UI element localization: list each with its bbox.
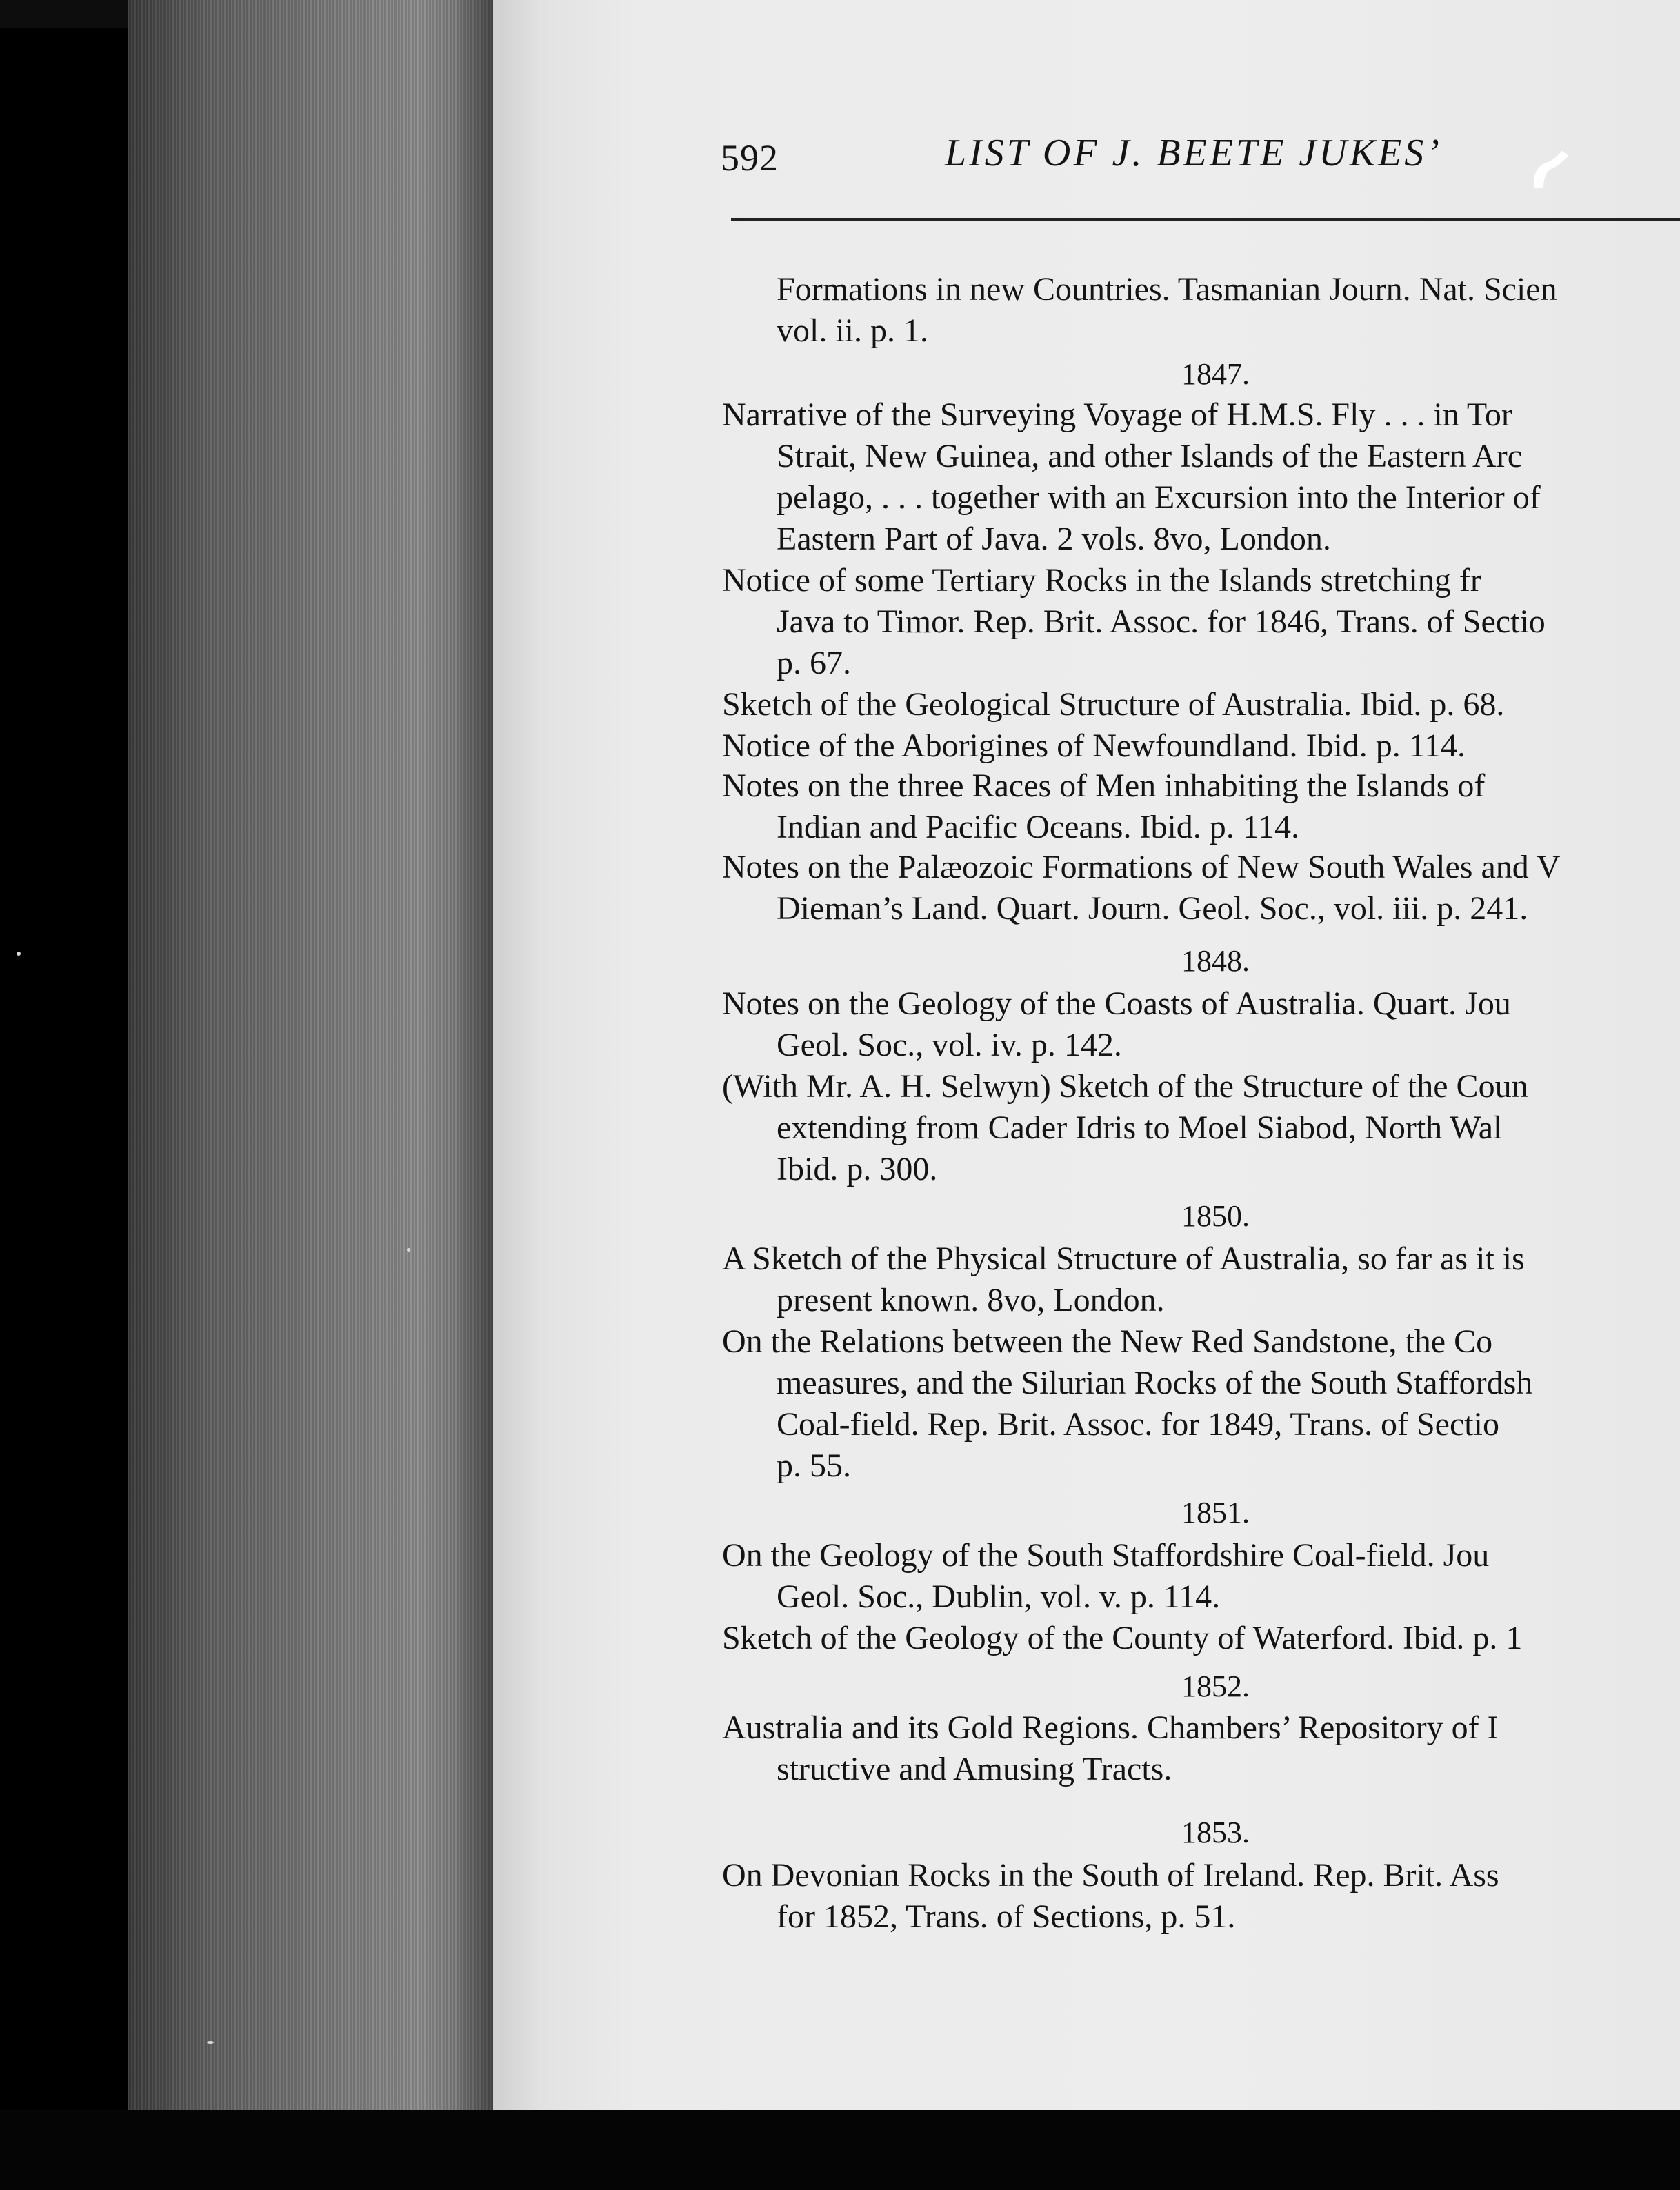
- bibliography-line: On the Relations between the New Red Sandstone, the Co: [722, 1323, 1493, 1360]
- bibliography-line: structive and Amusing Tracts.: [777, 1751, 1172, 1787]
- year-heading: 1853.: [1181, 1816, 1250, 1849]
- bibliography-line: present known. 8vo, London.: [777, 1282, 1165, 1318]
- page-number: 592: [721, 137, 779, 179]
- bibliography-line: for 1852, Trans. of Sections, p. 51.: [777, 1898, 1236, 1935]
- dust-speck: [207, 2041, 214, 2044]
- bibliography-line: extending from Cader Idris to Moel Siabod, North Wal: [777, 1109, 1503, 1146]
- bibliography-line: Notice of the Aborigines of Newfoundland. Ibid. p. 114.: [722, 727, 1466, 764]
- bibliography-line: Notes on the Palæozoic Formations of New South Wales and V: [722, 849, 1561, 885]
- bibliography-line: Geol. Soc., Dublin, vol. v. p. 114.: [777, 1578, 1221, 1615]
- bibliography-line: A Sketch of the Physical Structure of Australia, so far as it is: [722, 1240, 1525, 1277]
- bibliography-line: pelago, . . . together with an Excursion into the Interior of: [777, 479, 1541, 516]
- bibliography-line: Notes on the three Races of Men inhabiting the Islands of: [722, 767, 1486, 804]
- ink-blot-mark: [1528, 146, 1576, 194]
- year-heading: 1848.: [1181, 944, 1250, 978]
- bibliography-line: Notes on the Geology of the Coasts of Australia. Quart. Jou: [722, 985, 1511, 1022]
- bibliography-line: Coal-field. Rep. Brit. Assoc. for 1849, Trans. of Sectio: [777, 1406, 1499, 1443]
- bibliography-line: Formations in new Countries. Tasmanian Journ. Nat. Scien: [777, 271, 1557, 308]
- year-heading: 1850.: [1181, 1199, 1250, 1233]
- bibliography-line: Notice of some Tertiary Rocks in the Islands stretching fr: [722, 562, 1481, 599]
- bibliography-line: Sketch of the Geology of the County of Waterford. Ibid. p. 1: [722, 1620, 1523, 1656]
- year-heading: 1851.: [1181, 1496, 1250, 1529]
- bibliography-line: Strait, New Guinea, and other Islands of the Eastern Arc: [777, 438, 1523, 474]
- bibliography-line: Ibid. p. 300.: [777, 1151, 938, 1187]
- bibliography-line: Sketch of the Geological Structure of Australia. Ibid. p. 68.: [722, 686, 1505, 723]
- book-page-edges: [128, 0, 493, 2190]
- bibliography-line: (With Mr. A. H. Selwyn) Sketch of the Structure of the Coun: [722, 1068, 1528, 1105]
- bibliography-line: measures, and the Silurian Rocks of the South Staffordsh: [777, 1365, 1533, 1401]
- bibliography-line: vol. ii. p. 1.: [777, 312, 929, 349]
- dust-speck: [17, 952, 21, 956]
- bibliography-line: Dieman’s Land. Quart. Journ. Geol. Soc., vol. iii. p. 241.: [777, 890, 1528, 927]
- bibliography-line: Geol. Soc., vol. iv. p. 142.: [777, 1027, 1122, 1063]
- bibliography-line: Java to Timor. Rep. Brit. Assoc. for 1846, Trans. of Sectio: [777, 603, 1546, 640]
- bibliography-line: Eastern Part of Java. 2 vols. 8vo, London.: [777, 521, 1331, 557]
- year-heading: 1852.: [1181, 1669, 1250, 1703]
- bibliography-line: On Devonian Rocks in the South of Ireland. Rep. Brit. Ass: [722, 1857, 1499, 1893]
- year-heading: 1847.: [1181, 357, 1250, 391]
- running-head: LIST OF J. BEETE JUKES’: [945, 132, 1442, 174]
- scan-bottom-edge: [0, 2110, 1680, 2190]
- bibliography-line: p. 55.: [777, 1447, 851, 1484]
- bibliography-line: p. 67.: [777, 645, 851, 681]
- gutter-shadow: [455, 0, 497, 2190]
- bibliography-line: Indian and Pacific Oceans. Ibid. p. 114.: [777, 809, 1299, 845]
- header-rule: [731, 218, 1680, 221]
- bibliography-line: On the Geology of the South Staffordshire Coal-field. Jou: [722, 1537, 1490, 1574]
- book-page: [493, 0, 1680, 2110]
- bibliography-line: Australia and its Gold Regions. Chambers’ Repository of I: [722, 1709, 1499, 1746]
- bibliography-line: Narrative of the Surveying Voyage of H.M.S. Fly . . . in Tor: [722, 396, 1512, 433]
- dust-speck: [407, 1248, 410, 1252]
